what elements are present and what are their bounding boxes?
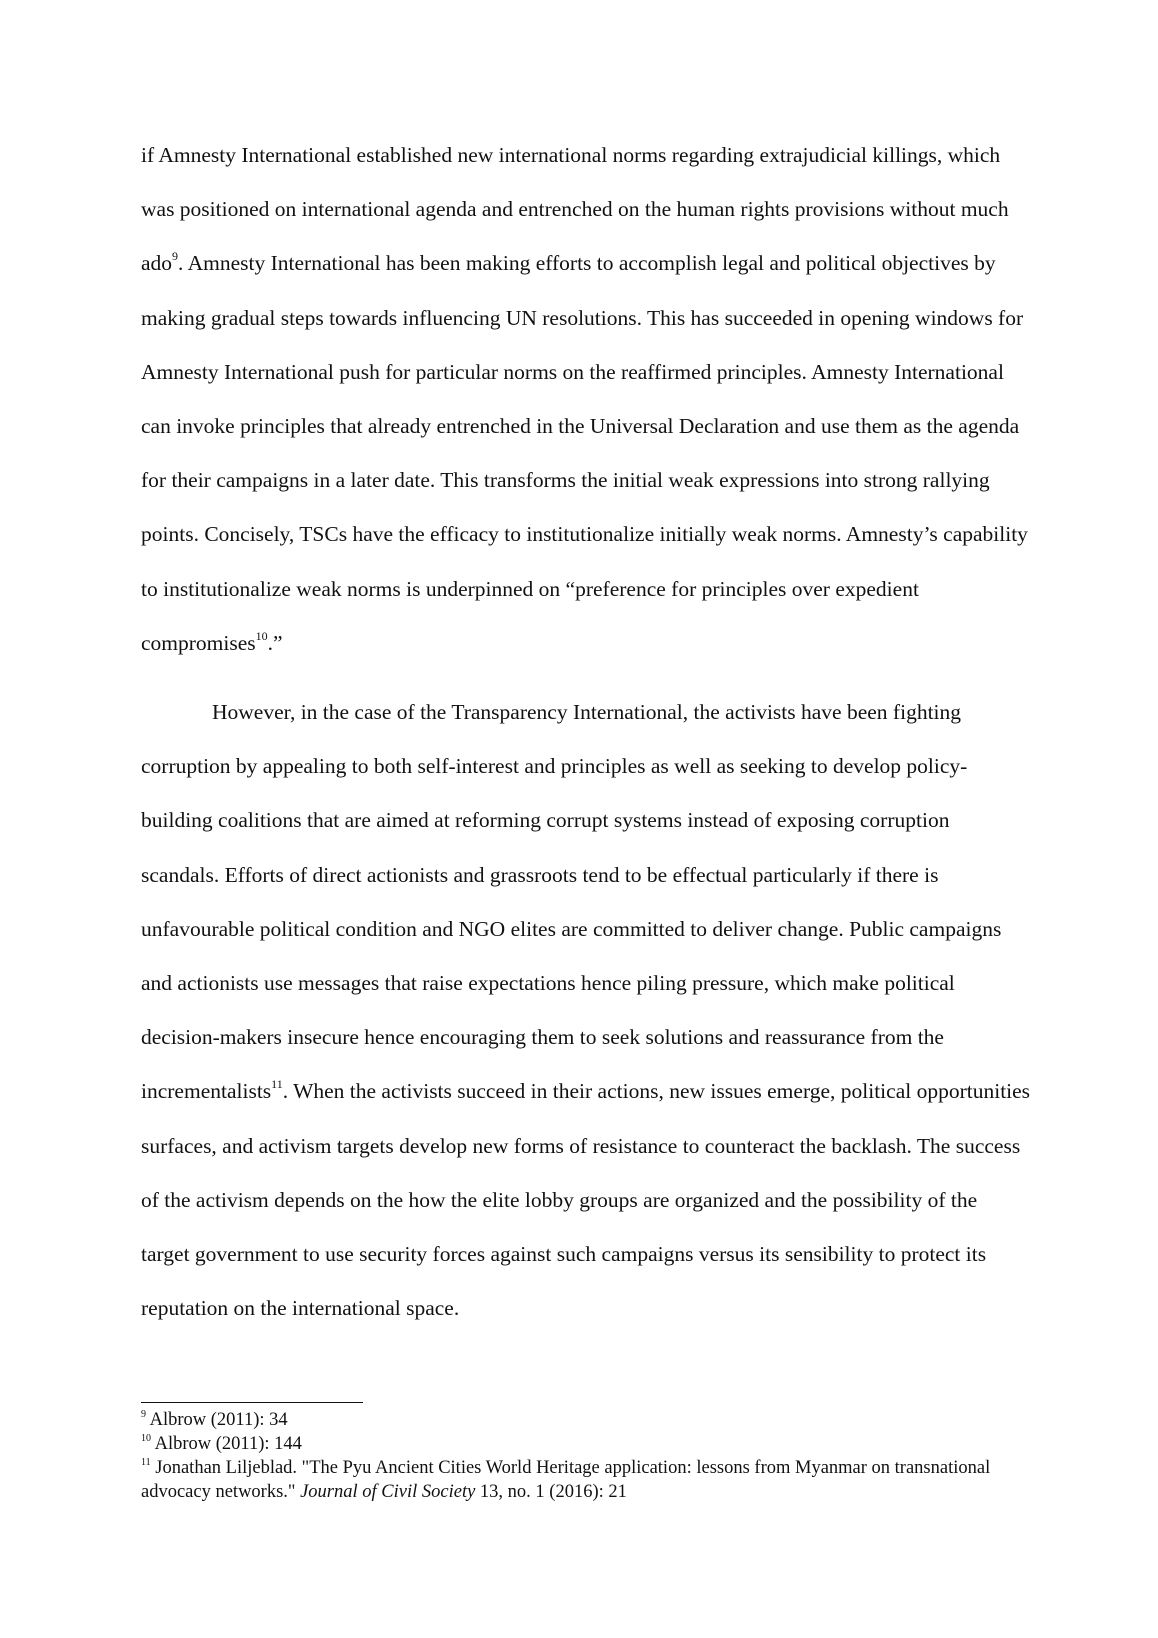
footnote-separator: [141, 1402, 363, 1403]
footnote-text: Albrow (2011): 34: [146, 1410, 288, 1430]
footnote-10: [141, 1432, 1031, 1456]
footnote-text-end: 13, no. 1 (2016): 21: [475, 1482, 627, 1502]
footnote-text: Jonathan Liljeblad. "The Pyu Ancient Cities World Heritage application: lessons from Myanmar on transnational advocacy networks.": [141, 1458, 991, 1502]
body-paragraph-1: [141, 128, 1031, 670]
footnote-9: [141, 1408, 1031, 1432]
paragraph-1-text-a: if Amnesty International established new international norms regarding extrajudicial killings, which was positioned on international agenda and entrenched on the human rights provisions without much ado: [141, 143, 1009, 276]
footnote-ref-9[interactable]: 9: [172, 249, 179, 264]
footnote-ref-10[interactable]: 10: [255, 628, 268, 643]
footnote-journal-title: Journal of Civil Society: [300, 1482, 476, 1502]
paragraph-1-text-c: .”: [267, 630, 283, 655]
paragraph-2-text-b: . When the activists succeed in their actions, new issues emerge, political opportunities surfaces, and activism targets develop new forms of resistance to counteract the backlash. The success of the activism depends on the how the elite lobby groups are organized and the possibility of the target government to use security forces against such campaigns versus its sensibility to protect its reputation on the international space.: [141, 1079, 1031, 1321]
paragraph-2-text-a: However, in the case of the Transparency International, the activists have been fighting corruption by appealing to both self-interest and principles as well as seeking to develop policy-building coalitions that are aimed at reforming corrupt systems instead of exposing corruption scandals. Efforts of direct actionists and grassroots tend to be effectual particularly if there is unfavourable political condition and NGO elites are committed to deliver change. Public campaigns and actionists use messages that raise expectations hence piling pressure, which make political decision-makers insecure hence encouraging them to seek solutions and reassurance from the incrementalists: [141, 700, 1002, 1104]
footnote-ref-11[interactable]: 11: [271, 1077, 283, 1092]
footnote-number: 10: [141, 1432, 151, 1444]
footnote-text: Albrow (2011): 144: [151, 1434, 302, 1454]
footnote-11: [141, 1456, 1031, 1504]
footnote-number: 9: [141, 1408, 146, 1420]
body-paragraph-2: [141, 685, 1031, 1335]
paragraph-1-text-b: . Amnesty International has been making efforts to accomplish legal and political objectives by making gradual steps towards influencing UN resolutions. This has succeeded in opening windows for Amnesty International push for particular norms on the reaffirmed principles. Amnesty International can invoke principles that already entrenched in the Universal Declaration and use them as the agenda for their campaigns in a later date. This transforms the initial weak expressions into strong rallying points. Concisely, TSCs have the efficacy to institutionalize initially weak norms. Amnesty’s capability to institutionalize weak norms is underpinned on “preference for principles over expedient compromises: [141, 251, 1028, 655]
footnotes-section: [141, 1408, 1031, 1504]
footnote-number: 11: [141, 1456, 151, 1468]
